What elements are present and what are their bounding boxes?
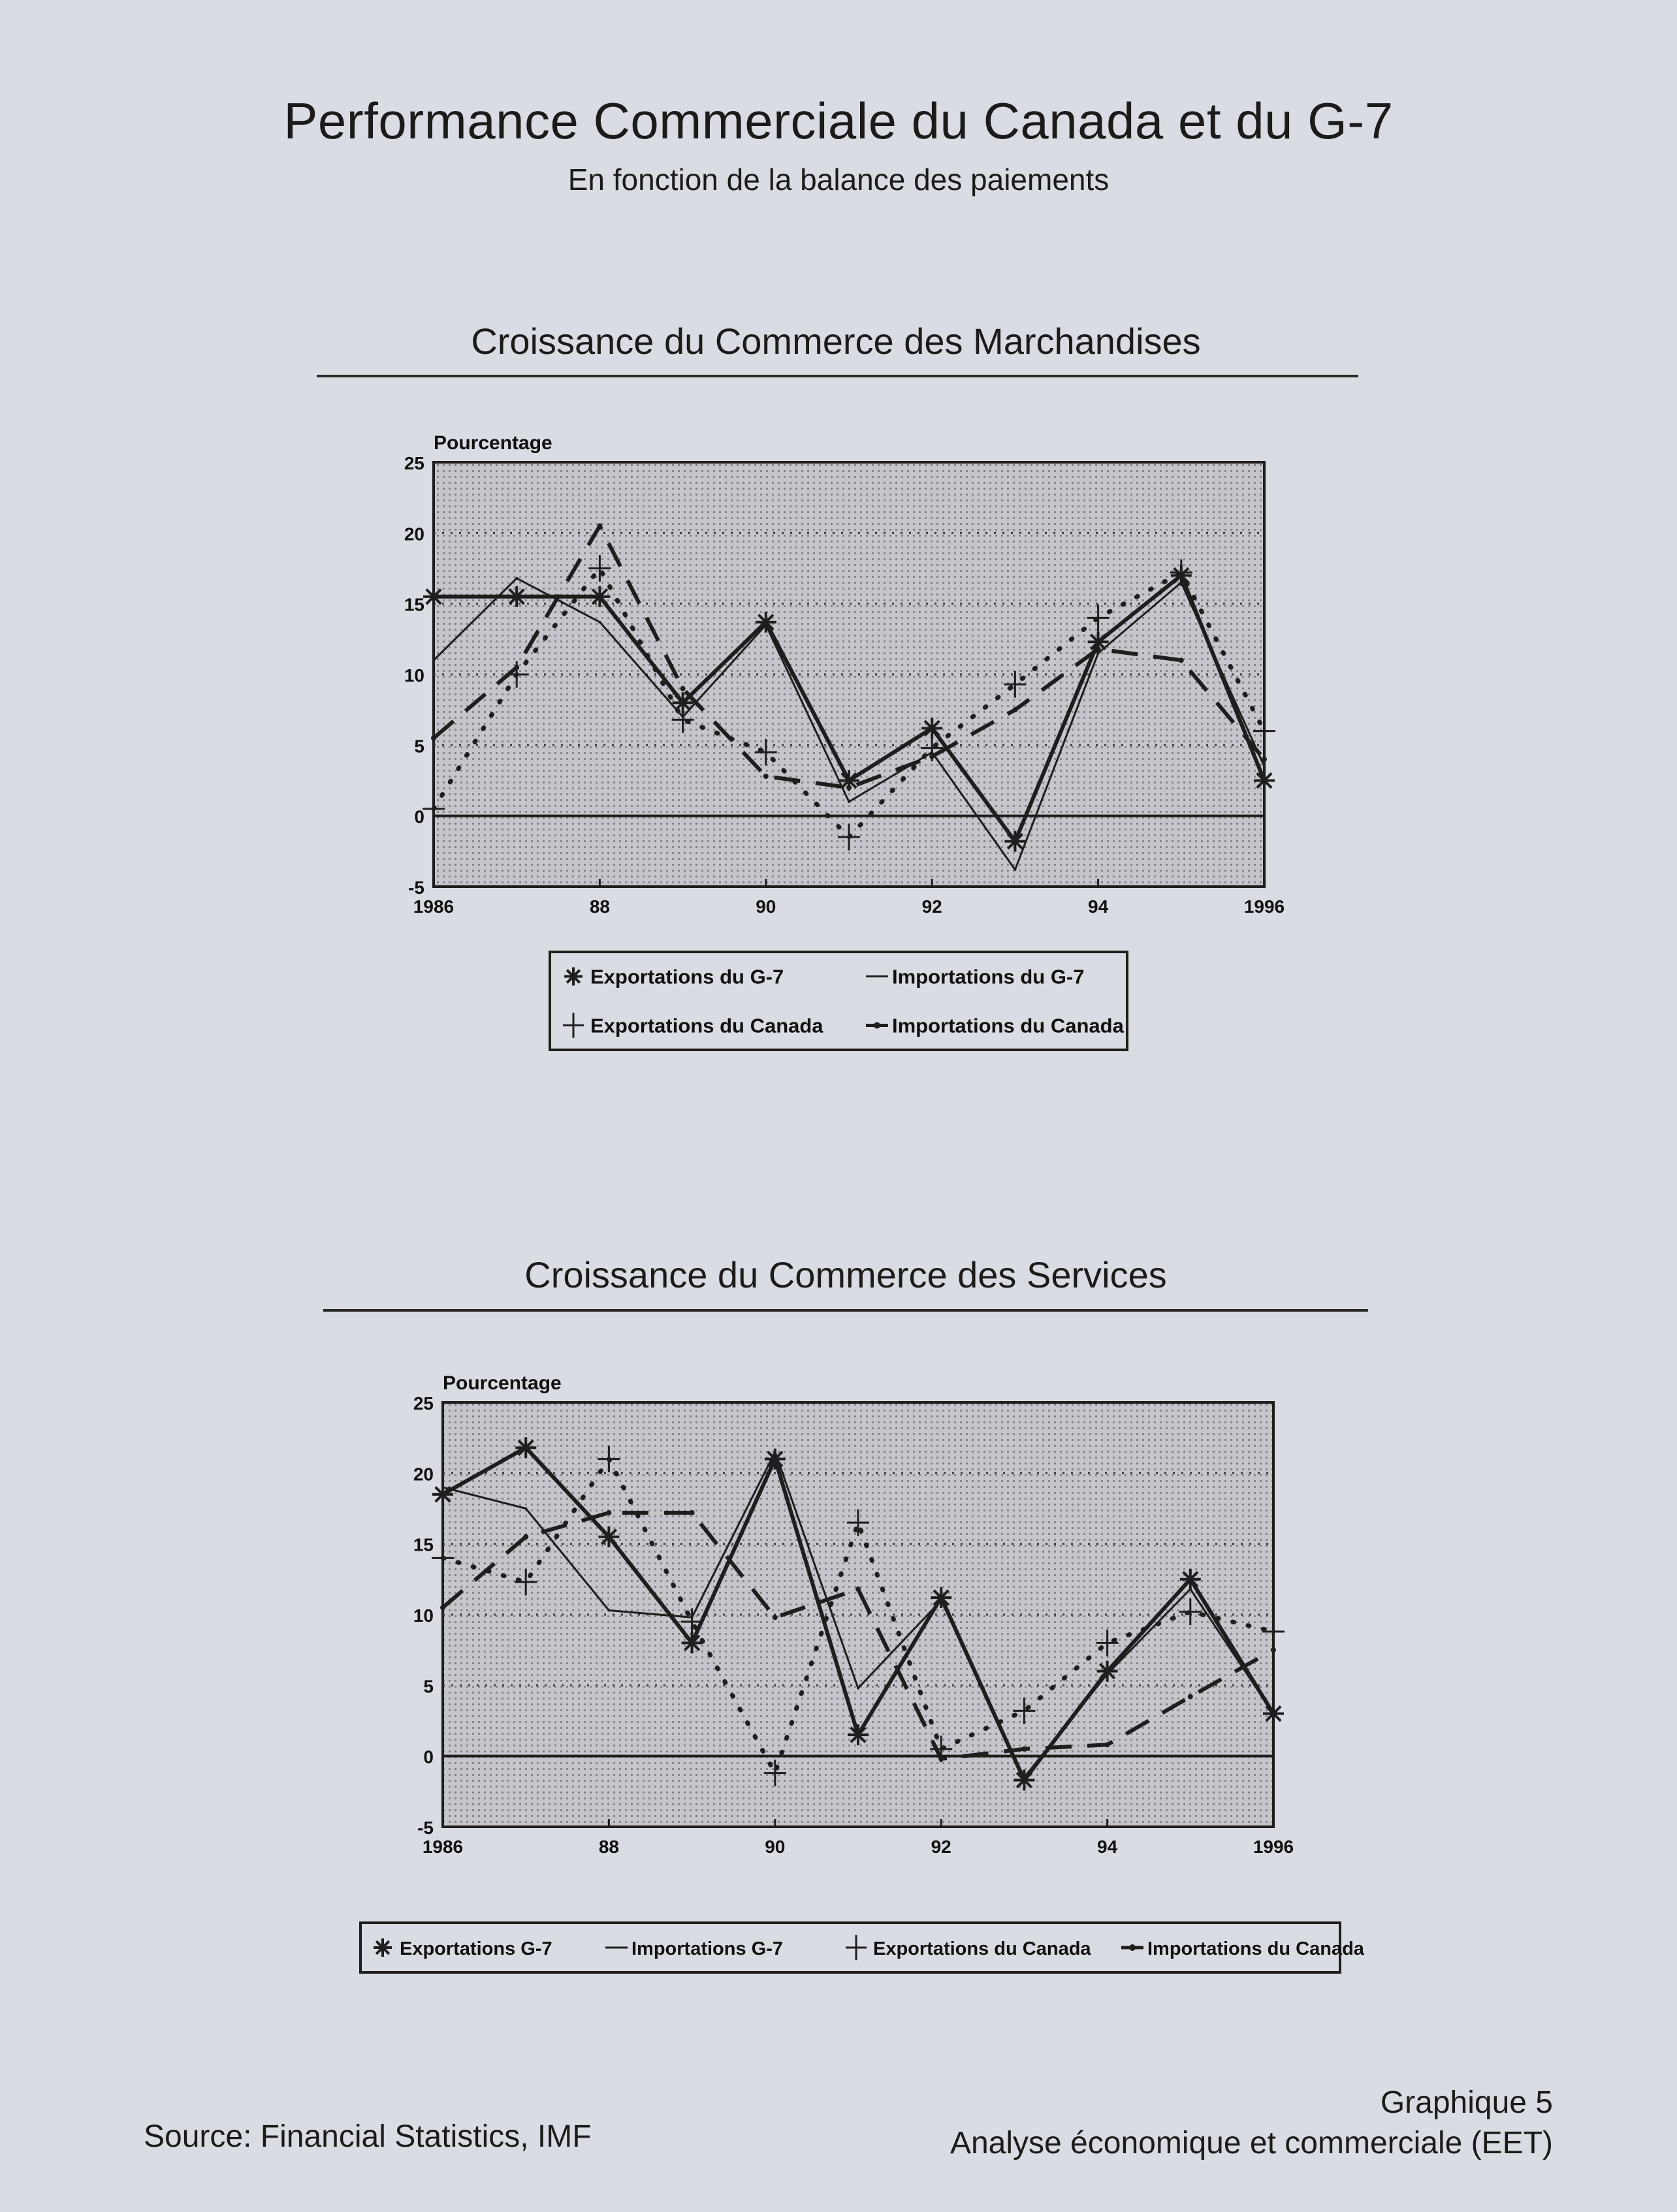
y-axis-label: Pourcentage <box>443 1372 562 1394</box>
y-tick-label: -5 <box>408 877 424 898</box>
data-point-marker <box>515 577 518 580</box>
data-point-marker <box>1106 1673 1109 1675</box>
services-trade-chart <box>0 1325 1677 2011</box>
data-point-marker <box>940 1599 942 1602</box>
source-note: Source: Financial Statistics, IMF <box>144 2119 592 2154</box>
data-point-marker <box>1271 1647 1276 1652</box>
data-point-marker <box>1188 1694 1193 1699</box>
data-point-marker <box>1021 1746 1027 1752</box>
legend-label: Exportations du Canada <box>590 1014 823 1037</box>
y-axis-label: Pourcentage <box>434 432 552 454</box>
data-point-marker <box>857 1687 859 1690</box>
data-point-marker <box>431 736 436 741</box>
page-subtitle: En fonction de la balance des paiements <box>567 163 1110 197</box>
x-tick-label: 90 <box>756 896 776 917</box>
x-tick-label: 1986 <box>413 896 455 917</box>
x-tick-label: 94 <box>1088 896 1109 917</box>
legend-label: Importations G-7 <box>631 1938 784 1959</box>
figure-caption <box>950 2083 1553 2164</box>
y-tick-label: 0 <box>423 1746 434 1767</box>
y-tick-label: 10 <box>413 1605 434 1626</box>
chart-title-services: Croissance du Commerce des Services <box>524 1254 1167 1295</box>
y-tick-label: 5 <box>414 736 424 757</box>
data-point-marker <box>1254 770 1275 791</box>
data-point-marker <box>690 1510 695 1515</box>
merchandise-trade-chart <box>0 392 1677 1077</box>
data-point-marker <box>931 1587 951 1608</box>
y-tick-label: 5 <box>423 1676 434 1697</box>
x-tick-label: 92 <box>921 896 942 917</box>
x-tick-label: 1986 <box>422 1837 464 1857</box>
data-point-marker <box>441 1486 444 1489</box>
x-tick-label: 1996 <box>1253 1837 1294 1857</box>
data-point-marker <box>432 659 435 661</box>
legend-star-icon <box>374 1938 392 1957</box>
y-tick-label: 15 <box>404 594 424 615</box>
y-tick-label: 10 <box>404 665 424 686</box>
data-point-marker <box>607 1609 610 1612</box>
data-point-marker <box>1014 868 1016 871</box>
legend-entry-0 <box>564 966 784 988</box>
data-point-marker <box>1189 1588 1192 1590</box>
data-point-marker <box>680 686 686 691</box>
legend-label: Exportations du G-7 <box>590 965 784 988</box>
legend-label: Importations du Canada <box>1147 1938 1364 1959</box>
data-point-marker <box>1097 652 1100 655</box>
data-point-marker <box>765 624 767 626</box>
legend-label: Exportations G-7 <box>400 1938 552 1959</box>
legend-entry-1 <box>866 966 1085 988</box>
x-tick-label: 88 <box>589 896 610 917</box>
data-point-marker <box>440 1605 445 1610</box>
data-point-marker <box>524 1508 527 1510</box>
department-label: Analyse économique et commerciale (EET) <box>950 2126 1553 2160</box>
y-tick-label: 0 <box>414 806 424 827</box>
data-point-marker <box>523 1534 528 1540</box>
legend-star-icon <box>564 968 583 986</box>
data-point-marker <box>597 524 602 529</box>
x-tick-label: 90 <box>765 1837 786 1857</box>
legend-entry-3 <box>1121 1938 1365 1959</box>
data-point-marker <box>598 621 601 624</box>
data-point-marker <box>938 1756 944 1762</box>
data-point-marker <box>1012 707 1017 712</box>
y-tick-label: 20 <box>413 1464 434 1485</box>
figure-label: Graphique 5 <box>1380 2085 1553 2120</box>
data-point-marker <box>1096 646 1101 652</box>
legend-entry-1 <box>605 1938 783 1959</box>
data-point-marker <box>855 1587 861 1592</box>
legend-plus-icon <box>563 1013 584 1037</box>
legend-label: Exportations du Canada <box>873 1938 1091 1959</box>
x-tick-label: 88 <box>598 1837 619 1857</box>
data-point-marker <box>773 1615 778 1620</box>
x-tick-label: 94 <box>1097 1837 1118 1857</box>
legend-entry-3 <box>866 1015 1125 1037</box>
data-point-marker <box>1272 1713 1275 1715</box>
data-point-marker <box>929 754 934 759</box>
data-point-marker <box>1023 1776 1025 1778</box>
data-point-marker <box>774 1451 776 1453</box>
legend-entry-0 <box>374 1938 552 1959</box>
data-point-marker <box>1263 765 1266 768</box>
chart-title-underline <box>323 1309 1368 1312</box>
legend-label: Importations du Canada <box>892 1014 1124 1037</box>
data-point-marker <box>514 665 519 670</box>
data-point-marker <box>606 1510 611 1515</box>
data-point-marker <box>1179 657 1184 663</box>
legend-plus-icon <box>846 1935 867 1960</box>
data-point-marker <box>1262 757 1267 762</box>
y-tick-label: 15 <box>413 1534 434 1555</box>
data-point-marker <box>1014 1770 1034 1791</box>
chart-title-underline <box>317 375 1358 377</box>
data-point-marker <box>846 785 852 790</box>
data-point-marker <box>1105 1742 1110 1747</box>
y-tick-label: 20 <box>404 524 424 545</box>
y-tick-label: 25 <box>404 453 424 473</box>
chart-title-merchandise: Croissance du Commerce des Marchandises <box>471 321 1201 362</box>
y-tick-label: -5 <box>417 1818 434 1838</box>
x-tick-label: 1996 <box>1243 896 1285 917</box>
legend-entry-2 <box>846 1935 1091 1960</box>
y-tick-label: 25 <box>413 1393 434 1414</box>
page-title: Performance Commerciale du Canada et du G-7 <box>283 92 1394 150</box>
data-point-marker <box>848 800 850 803</box>
data-point-marker <box>763 774 769 779</box>
legend-entry-2 <box>563 1013 823 1037</box>
legend-label: Importations du G-7 <box>892 965 1085 988</box>
x-tick-label: 92 <box>931 1837 951 1857</box>
